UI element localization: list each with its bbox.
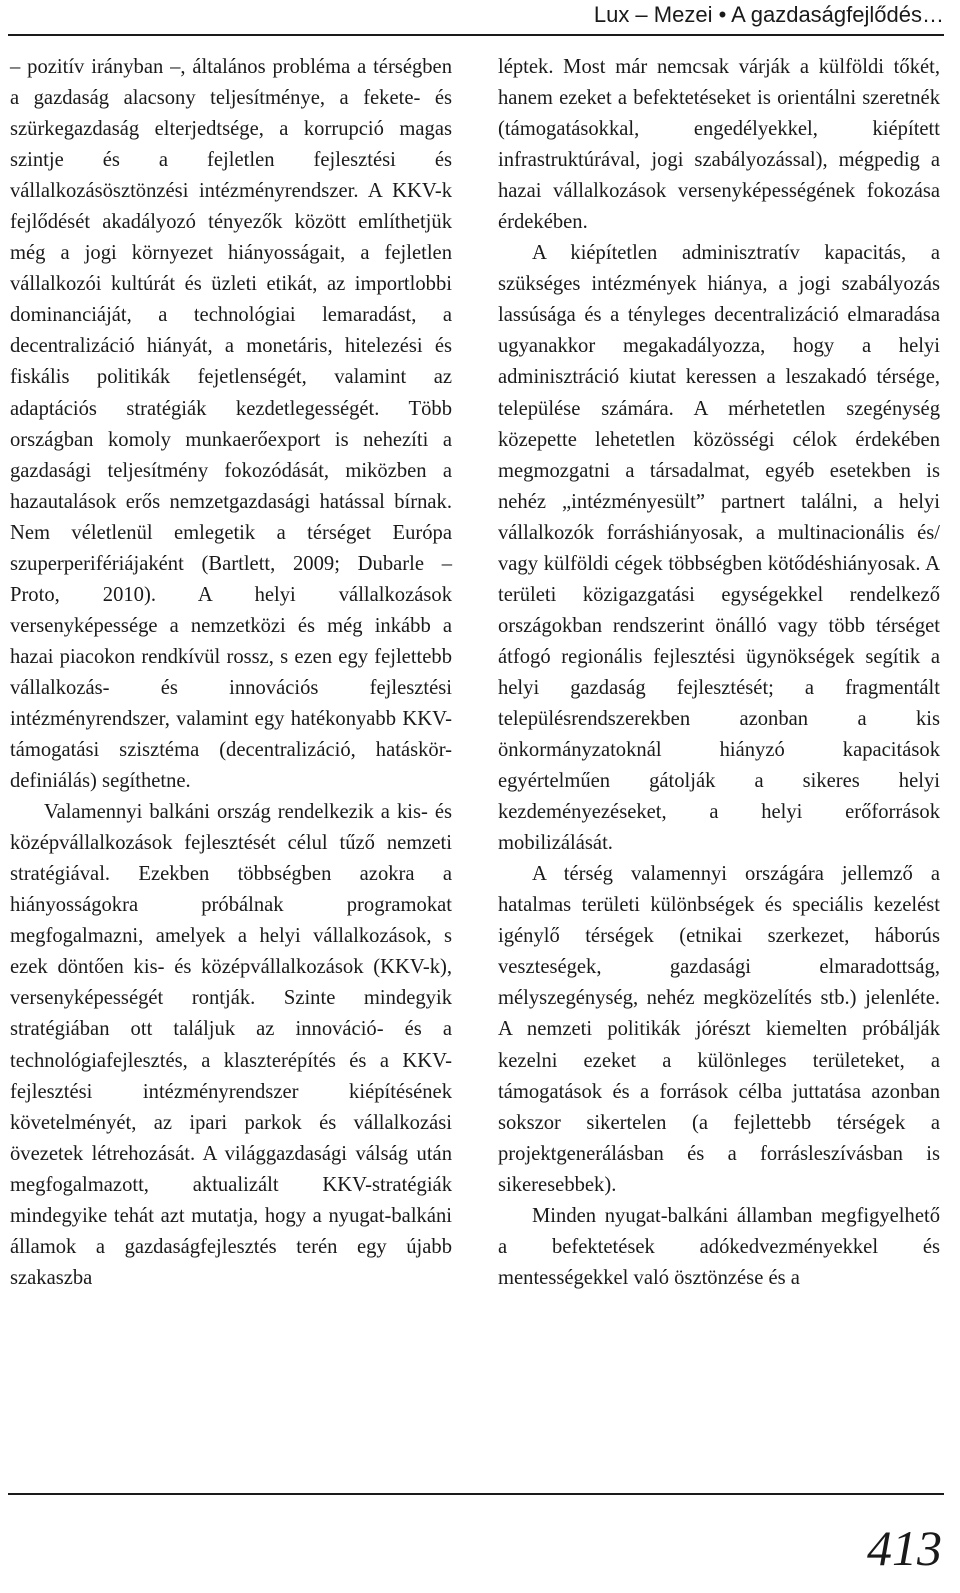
paragraph: Valamennyi balkáni ország rendelkezik a kis- és középvállalkozások fejlesztését célul tűző nemzeti stratégiával. Ezekben többségben azokra a hiányosságokra próbálnak programokat megfogalmazni, amelyek a helyi vállalkozások, s ezek döntően kis- és középvállalkozások (KKV-k), versenyképességét rontják. Szinte mindegyik stratégiában ott találjuk az innováció- és a technológiafejlesztés, a klaszterépítés és a KKV-fejlesztési intézményrendszer kiépítésének követelményét, az ipari parkok és vállalkozási övezetek létrehozását. A világgazdasági válság után megfogalmazott, aktualizált KKV-stratégiák mindegyike tehát azt mutatja, hogy a nyugat-balkáni államok a gazdaságfejlesztés terén egy újabb szakaszba: [10, 801, 452, 1289]
paragraph: A kiépítetlen adminisztratív kapacitás, a szükséges intézmények hiánya, a jogi szabályozás lassúsága és a tényleges decentralizáció elmaradása ugyanakkor megakadályozza, hogy a helyi adminisztráció kiutat keressen a leszakadó térsége, települése számára. A mérhetetlen szegénység közepette lehetetlen közösségi célok érdekében megmozgatni a társadalmat, egyéb esetekben is nehéz „intézményesült” partnert találni, a helyi vállalkozók forráshiányosak, a multinacionális és/ vagy külföldi cégek többségben kötődéshiányosak. A területi közigazgatási egységekkel rendelkező országokban rendszerint önálló vagy több térséget átfogó regionális fejlesztési ügynökségek segítik a helyi gazdaság fejlesztését; a fragmentált településrendszerekben azonban a kis önkormányzatoknál hiányzó kapacitások egyértelműen gátolják a sikeres helyi kezdeményezéseket, a helyi erőforrások mobilizálását.: [498, 242, 940, 855]
right-column: [498, 52, 940, 1294]
left-column: [10, 52, 452, 1294]
paragraph: Minden nyugat-balkáni államban megfigyelhető a befektetések adókedvezményekkel és mentességekkel való ösztönzése és a: [498, 1204, 940, 1289]
running-header: Lux – Mezei • A gazdaságfejlődés…: [593, 2, 944, 27]
paragraph: A térség valamennyi országára jellemző a hatalmas területi különbségek és speciális kezelést igénylő térségek (etnikai szerkezet, háborús veszteségek, gazdasági elmaradottság, mélyszegénység, nehéz megközelítés stb.) jelenléte. A nemzeti politikák jórészt kiemelten próbálják kezelni ezeket a különleges területeket, a támogatások és a források célba juttatása azonban sokszor sikertelen (a fejlettebb térségek a projektgenerálásban és a forrásleszívásban is sikeresebbek).: [498, 863, 940, 1196]
footer-rule: [8, 1493, 944, 1495]
paragraph: léptek. Most már nemcsak várják a külföldi tőkét, hanem ezeket a befektetéseket is orientálni szeretnék (támogatásokkal, engedélyekkel, kiépített infrastruktúrával, jogi szabályozással), mégpedig a hazai vállalkozások versenyképességének fokozása érdekében.: [498, 56, 940, 234]
paragraph: – pozitív irányban –, általános probléma a térségben a gazdaság alacsony teljesítménye, a fekete- és szürkegazdaság elterjedtsége, a korrupció magas szintje és a fejletlen fejlesztési és vállalkozásösztönzési intézményrendszer. A KKV-k fejlődését akadályozó tényezők között említhetjük még a jogi környezet hiányosságait, a fejletlen vállalkozói kultúrát és üzleti etikát, az importlobbi dominanciáját, a technológiai lemaradást, a decentralizáció hiányát, a monetáris, hitelezési és fiskális politikák fejetlenségét, valamint az adaptációs stratégiák kezdetlegességét. Több országban komoly munkaerőexport is nehezíti a gazdasági teljesítmény fokozódását, miközben a hazautalások erős nemzetgazdasági hatással bírnak. Nem véletlenül emlegetik a térséget Európa szuperperifériájaként (Bartlett, 2009; Dubarle – Proto, 2010). A helyi vállalkozások versenyképessége a nemzetközi és még inkább a hazai piacokon rendkívül rossz, s ezen egy fejlettebb vállalkozás- és innovációs fejlesztési intézményrendszer, valamint egy hatékonyabb KKV-támogatási szisztéma (decentralizáció, hatáskör-definiálás) segíthetne.: [10, 56, 452, 793]
page-number: 413: [867, 1520, 942, 1576]
header-rule: [8, 34, 944, 36]
